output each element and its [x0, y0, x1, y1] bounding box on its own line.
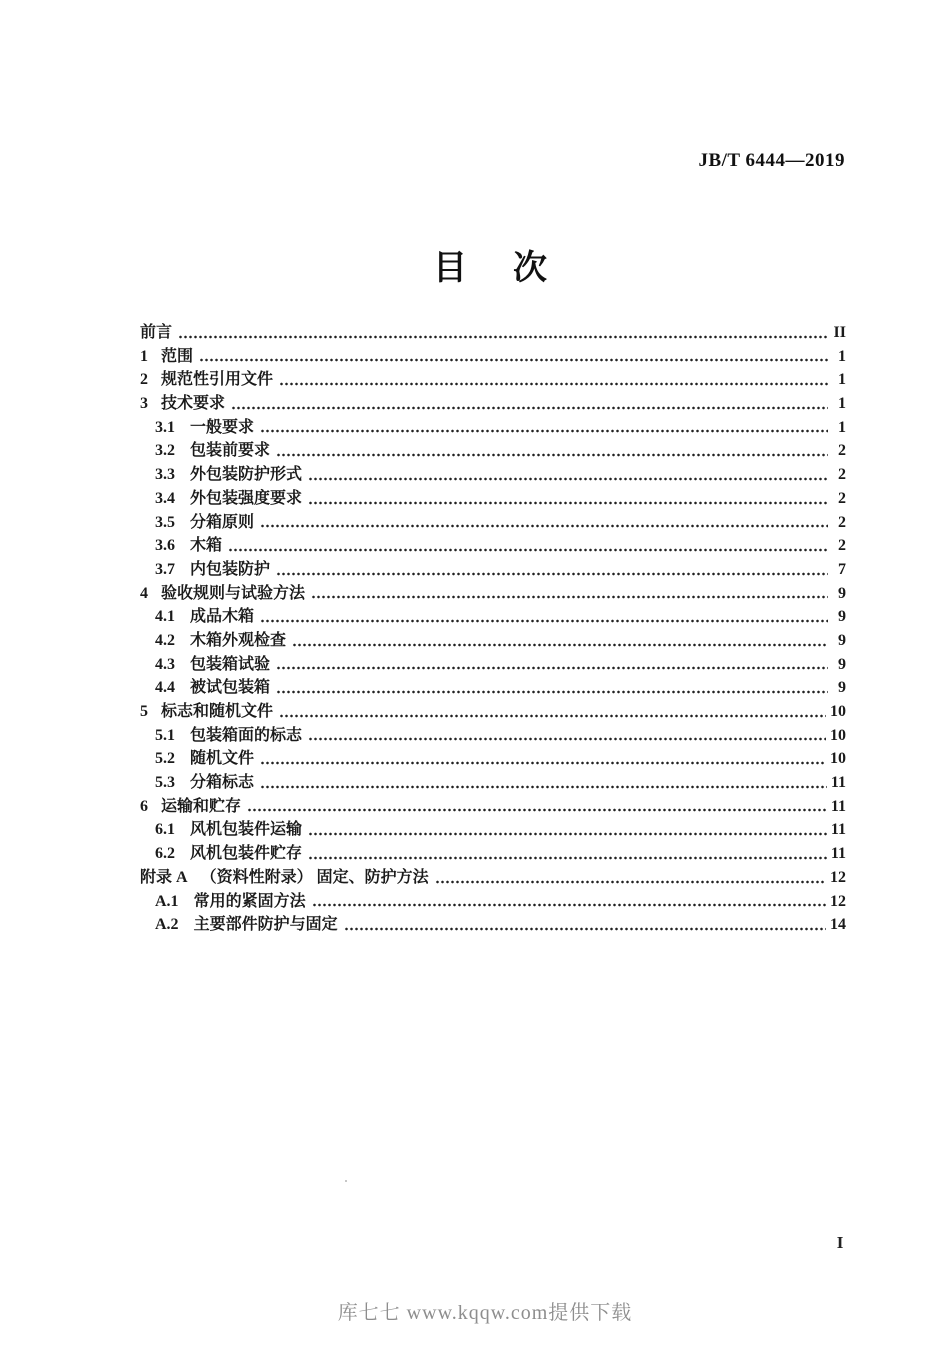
toc-entry-page: 2 — [838, 466, 846, 484]
toc-leader-dots — [247, 795, 827, 819]
toc-entry-page: 11 — [830, 774, 846, 792]
toc-entry-page: 9 — [838, 631, 846, 649]
page-title: 目 次 — [433, 250, 553, 287]
toc-entry — [140, 416, 846, 440]
toc-leader-dots — [260, 416, 828, 440]
toc-entry — [140, 558, 846, 582]
toc-entry — [140, 439, 846, 463]
toc-entry-label: 木箱 — [190, 537, 223, 555]
toc-entry — [140, 605, 846, 629]
toc-entry-page: 11 — [830, 821, 846, 839]
toc-entry-page: 1 — [838, 347, 846, 365]
toc-entry-number: 2 — [140, 371, 148, 389]
toc-leader-dots — [228, 534, 828, 558]
toc-entry-number: 1 — [140, 347, 148, 365]
toc-entry-label: 内包装防护 — [190, 560, 271, 578]
toc-entry — [140, 463, 846, 487]
toc-entry-page: 11 — [830, 845, 846, 863]
toc-entry-label: 包装前要求 — [190, 442, 271, 460]
toc-leader-dots — [279, 700, 826, 724]
toc-leader-dots — [260, 747, 826, 771]
toc-entry-number: 3.4 — [155, 489, 175, 507]
toc-entry-label: 运输和贮存 — [161, 797, 242, 815]
toc-list — [140, 321, 846, 937]
toc-entry-label: 风机包装件运输 — [190, 821, 303, 839]
toc-entry — [140, 321, 846, 345]
toc-entry-page: II — [833, 324, 846, 341]
toc-entry — [140, 345, 846, 369]
toc-entry-label: 分箱原则 — [190, 513, 255, 531]
toc-leader-dots — [308, 842, 827, 866]
toc-entry-page: 10 — [830, 750, 846, 768]
toc-entry-page: 10 — [830, 726, 846, 744]
toc-entry — [140, 771, 846, 795]
toc-leader-dots — [344, 913, 826, 937]
toc-leader-dots — [260, 771, 827, 795]
toc-entry-label: 被试包装箱 — [190, 679, 271, 697]
toc-leader-dots — [260, 511, 828, 535]
toc-entry-label: 包装箱试验 — [190, 655, 271, 673]
toc-entry-number: 6.2 — [155, 845, 175, 863]
toc-leader-dots — [292, 629, 828, 653]
scan-artifact-dot — [345, 1180, 347, 1182]
toc-entry-label: 主要部件防护与固定 — [193, 916, 338, 934]
toc-entry — [140, 913, 846, 937]
standard-code: JB/T 6444—2019 — [698, 150, 845, 171]
toc-entry-number: 3.1 — [155, 418, 175, 436]
toc-entry — [140, 676, 846, 700]
toc-entry-number: 4 — [140, 584, 148, 602]
toc-entry-number: 3.2 — [155, 442, 175, 460]
toc-entry-number: 4.4 — [155, 679, 175, 697]
toc-entry — [140, 629, 846, 653]
toc-entry — [140, 582, 846, 606]
toc-entry-page: 2 — [838, 537, 846, 555]
toc-entry-page: 1 — [838, 395, 846, 413]
toc-entry-label: 范围 — [161, 347, 194, 365]
toc-entry-page: 11 — [830, 797, 846, 815]
toc-entry — [140, 511, 846, 535]
toc-entry-label: 外包装防护形式 — [190, 466, 303, 484]
toc-entry — [140, 724, 846, 748]
toc-entry — [140, 795, 846, 819]
toc-entry — [140, 747, 846, 771]
toc-leader-dots — [308, 724, 826, 748]
toc-entry-page: 10 — [830, 703, 846, 720]
toc-entry — [140, 368, 846, 392]
toc-entry-number: 3.7 — [155, 560, 175, 578]
toc-entry-label: 常用的紧固方法 — [193, 892, 306, 910]
toc-entry-number: 3.3 — [155, 466, 175, 484]
toc-entry-number: 4.2 — [155, 631, 175, 649]
toc-entry-label: 分箱标志 — [190, 774, 255, 792]
toc-entry-number: 6.1 — [155, 821, 175, 839]
toc-entry-number: 6 — [140, 797, 148, 815]
toc-entry-page: 2 — [838, 489, 846, 507]
toc-entry-number: 3 — [140, 395, 148, 413]
toc-entry-number: 3.6 — [155, 537, 175, 555]
toc-leader-dots — [276, 558, 828, 582]
toc-entry — [140, 866, 846, 890]
toc-entry-page: 1 — [838, 418, 846, 436]
toc-entry-page: 12 — [830, 868, 846, 886]
toc-entry-label: 成品木箱 — [190, 608, 255, 626]
toc-entry — [140, 842, 846, 866]
toc-entry-label: （资料性附录） 固定、防护方法 — [200, 868, 429, 886]
toc-entry-number: 4.3 — [155, 655, 175, 673]
toc-entry-number: 5.1 — [155, 726, 175, 744]
toc-entry-label: 前言 — [140, 324, 173, 341]
toc-entry-label: 规范性引用文件 — [161, 371, 274, 389]
toc-entry-number: 附录 A — [140, 868, 188, 886]
toc-leader-dots — [199, 345, 828, 369]
toc-leader-dots — [260, 605, 828, 629]
toc-entry — [140, 653, 846, 677]
toc-entry-number: 4.1 — [155, 608, 175, 626]
toc-entry-page: 12 — [830, 892, 846, 910]
toc-entry-label: 标志和随机文件 — [161, 703, 274, 720]
toc-entry — [140, 487, 846, 511]
toc-entry-page: 1 — [838, 371, 846, 389]
toc-entry-page: 9 — [838, 608, 846, 626]
toc-leader-dots — [308, 487, 828, 511]
toc-entry-number: 5.2 — [155, 750, 175, 768]
toc-entry-number: A.2 — [155, 916, 179, 934]
toc-entry-page: 9 — [838, 584, 846, 602]
toc-leader-dots — [308, 818, 827, 842]
toc-entry-page: 9 — [838, 679, 846, 697]
toc-leader-dots — [276, 653, 828, 677]
toc-entry-number: 5.3 — [155, 774, 175, 792]
toc-entry-label: 随机文件 — [190, 750, 255, 768]
toc-leader-dots — [435, 866, 826, 890]
toc-entry-label: 木箱外观检查 — [190, 631, 287, 649]
toc-entry-page: 7 — [838, 560, 846, 578]
toc-entry — [140, 392, 846, 416]
toc-entry — [140, 818, 846, 842]
toc-entry-label: 包装箱面的标志 — [190, 726, 303, 744]
page-number: I — [836, 1233, 844, 1252]
toc-leader-dots — [311, 582, 828, 606]
toc-entry-number: 5 — [140, 703, 148, 720]
watermark: 库七七 www.kqqw.com提供下载 — [337, 1302, 633, 1324]
toc-entry — [140, 890, 846, 914]
toc-entry-label: 风机包装件贮存 — [190, 845, 303, 863]
toc-entry-label: 技术要求 — [161, 395, 226, 413]
toc-entry-label: 一般要求 — [190, 418, 255, 436]
toc-leader-dots — [178, 321, 828, 345]
toc-entry — [140, 534, 846, 558]
toc-leader-dots — [308, 463, 828, 487]
toc-leader-dots — [312, 890, 826, 914]
toc-entry-page: 2 — [838, 513, 846, 531]
toc-entry-page: 2 — [838, 442, 846, 460]
toc-entry-number: 3.5 — [155, 513, 175, 531]
toc-leader-dots — [276, 676, 828, 700]
toc-entry-page: 14 — [830, 916, 846, 934]
toc-entry-label: 外包装强度要求 — [190, 489, 303, 507]
toc-entry — [140, 700, 846, 724]
toc-entry-page: 9 — [838, 655, 846, 673]
toc-entry-label: 验收规则与试验方法 — [161, 584, 306, 602]
toc-leader-dots — [279, 368, 828, 392]
toc-leader-dots — [231, 392, 828, 416]
toc-entry-number: A.1 — [155, 892, 179, 910]
toc-leader-dots — [276, 439, 828, 463]
